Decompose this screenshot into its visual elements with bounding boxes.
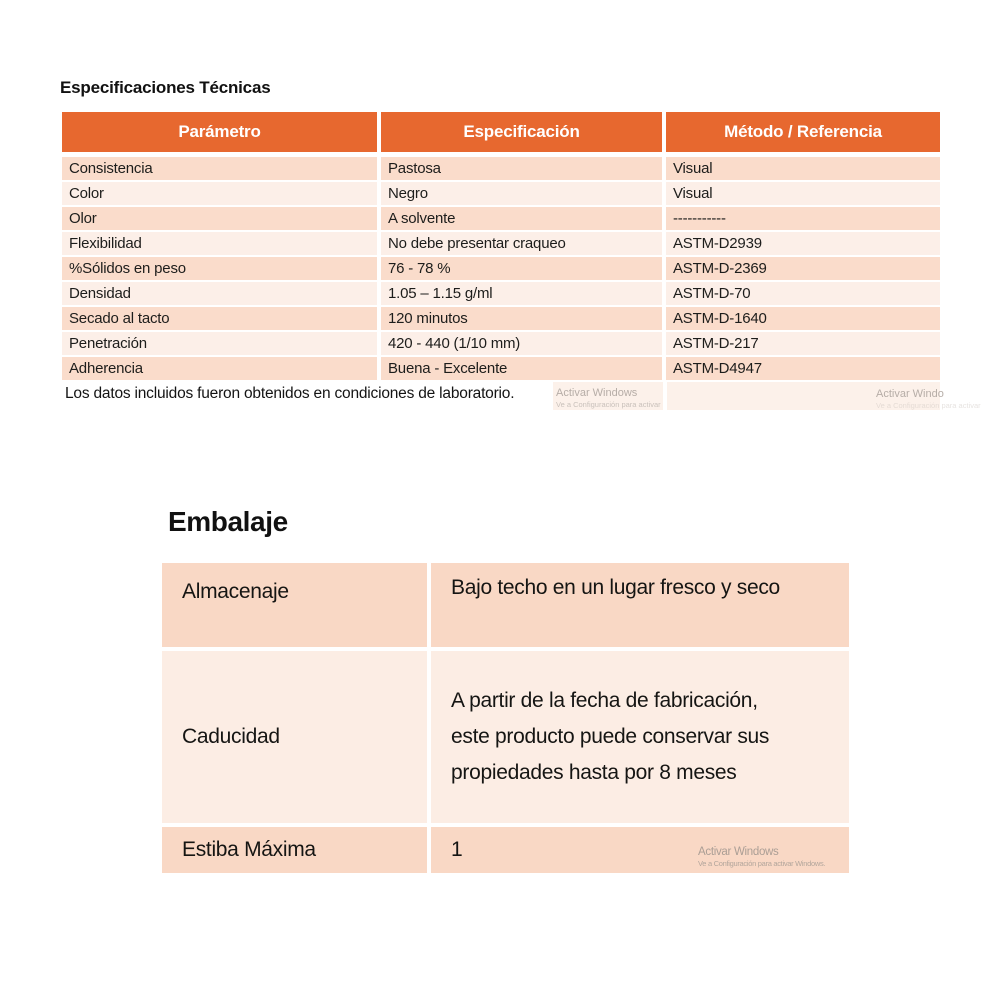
packaging-section-title: Embalaje <box>168 506 288 537</box>
spec-cell: 120 minutos <box>381 307 662 330</box>
spec-cell: 420 - 440 (1/10 mm) <box>381 332 662 355</box>
table-row <box>162 563 849 647</box>
method-cell: ASTM-D-70 <box>666 282 940 305</box>
table-row <box>62 257 940 280</box>
method-cell: ASTM-D2939 <box>666 232 940 255</box>
spec-header-metodo: Método / Referencia <box>666 112 940 152</box>
method-cell: Visual <box>666 157 940 180</box>
value-cell: 1 <box>431 827 849 873</box>
footnote-band <box>553 382 981 410</box>
windows-activation-watermark: Activar Windows Ve a Configuración para activar <box>556 387 661 409</box>
method-cell: ----------- <box>666 207 940 230</box>
packaging-table <box>162 563 849 877</box>
param-cell: Consistencia <box>62 157 377 180</box>
param-cell: Olor <box>62 207 377 230</box>
method-cell: ASTM-D4947 <box>666 357 940 380</box>
table-row <box>162 827 849 873</box>
label-cell: Estiba Máxima <box>162 827 427 873</box>
spec-cell: Pastosa <box>381 157 662 180</box>
spec-table-body <box>62 157 940 380</box>
spec-table <box>62 112 981 412</box>
spec-cell: 76 - 78 % <box>381 257 662 280</box>
value-cell: A partir de la fecha de fabricación, este producto puede conservar sus propiedades hasta por 8 meses <box>431 651 849 823</box>
spec-header-parametro: Parámetro <box>62 112 377 152</box>
spec-cell: 1.05 – 1.15 g/ml <box>381 282 662 305</box>
windows-activation-watermark-truncated: Activar Windo Ve a Configuración para activar <box>876 388 981 410</box>
table-row <box>62 182 940 205</box>
param-cell: Secado al tacto <box>62 307 377 330</box>
spec-cell: No debe presentar craqueo <box>381 232 662 255</box>
column-divider <box>663 382 667 410</box>
param-cell: Flexibilidad <box>62 232 377 255</box>
table-row <box>62 332 940 355</box>
spec-footnote: Los datos incluidos fueron obtenidos en condiciones de laboratorio. <box>65 385 518 403</box>
table-row <box>62 232 940 255</box>
spec-cell: A solvente <box>381 207 662 230</box>
param-cell: %Sólidos en peso <box>62 257 377 280</box>
label-cell: Almacenaje <box>162 563 427 647</box>
spec-table-footnote-row <box>62 382 981 412</box>
label-cell: Caducidad <box>162 651 427 823</box>
spec-cell: Buena - Excelente <box>381 357 662 380</box>
method-cell: ASTM-D-2369 <box>666 257 940 280</box>
spec-cell: Negro <box>381 182 662 205</box>
table-row <box>62 357 940 380</box>
spec-header-especificacion: Especificación <box>381 112 662 152</box>
table-row <box>62 207 940 230</box>
table-row <box>162 651 849 823</box>
table-row <box>62 157 940 180</box>
method-cell: ASTM-D-217 <box>666 332 940 355</box>
value-cell: Bajo techo en un lugar fresco y seco <box>431 563 849 647</box>
table-row <box>62 307 940 330</box>
method-cell: ASTM-D-1640 <box>666 307 940 330</box>
spec-section-title: Especificaciones Técnicas <box>60 78 271 97</box>
param-cell: Adherencia <box>62 357 377 380</box>
param-cell: Densidad <box>62 282 377 305</box>
spec-table-header-row <box>62 112 940 152</box>
method-cell: Visual <box>666 182 940 205</box>
windows-activation-watermark: Activar Windows Ve a Configuración para activar Windows. <box>698 846 826 868</box>
table-row <box>62 282 940 305</box>
param-cell: Color <box>62 182 377 205</box>
param-cell: Penetración <box>62 332 377 355</box>
